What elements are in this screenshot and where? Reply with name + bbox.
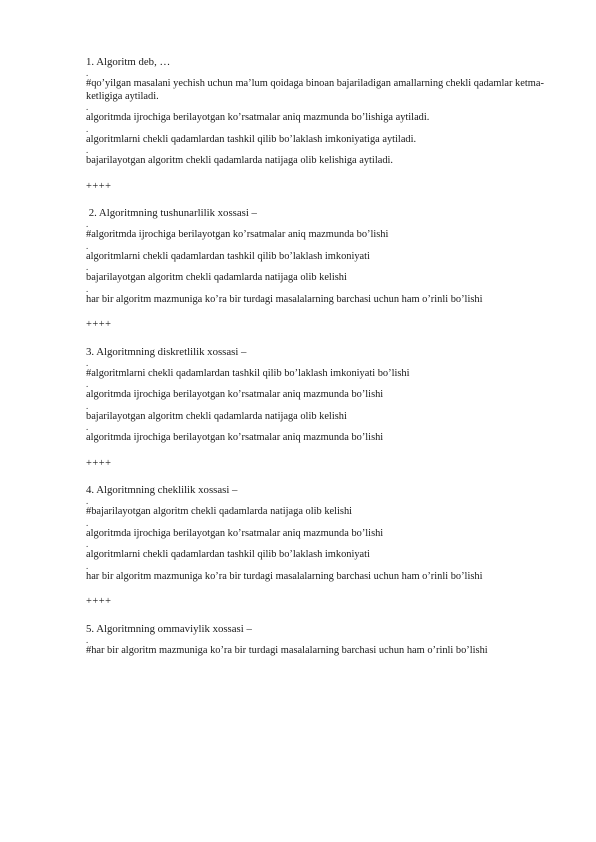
option-marker: . — [86, 517, 89, 528]
answer-option: #qo’yilgan masalani yechish uchun ma’lum qoidaga binoan bajariladigan amallarning chekli qadamlar ketma-ketligiga aytiladi. — [86, 78, 544, 102]
option-marker: . — [86, 560, 89, 571]
question-title: 1. Algoritm deb, … — [86, 56, 171, 68]
option-marker: . — [86, 400, 89, 411]
question-title: 3. Algoritmning diskretlilik xossasi – — [86, 345, 247, 358]
option-marker: . — [86, 262, 89, 272]
question-title: 2. Algoritmning tushunarlilik xossasi – — [86, 207, 257, 219]
document-page — [86, 56, 556, 657]
option-marker: . — [86, 496, 89, 506]
question-1 — [86, 56, 556, 193]
option-marker: . — [86, 539, 89, 549]
option-marker: . — [86, 357, 89, 368]
answer-option: algoritmda ijrochiga berilayotgan ko’rsatmalar aniq mazmunda bo’lishi — [86, 527, 384, 539]
answer-option: algoritmda ijrochiga berilayotgan ko’rsatmalar aniq mazmunda bo’lishi — [86, 389, 384, 400]
option-marker: . — [86, 634, 89, 645]
answer-option: #bajarilayotgan algoritm chekli qadamlarda natijaga olib kelishi — [86, 506, 353, 517]
question-separator: ++++ — [86, 457, 112, 469]
option-marker: . — [86, 102, 89, 112]
answer-option: #har bir algoritm mazmuniga ko’ra bir turdagi masalalarning barchasi uchun ham o’rinli bo’lishi — [86, 644, 488, 656]
answer-option: algoritmlarni chekli qadamlardan tashkil qilib bo’laklash imkoniyati — [86, 250, 370, 262]
answer-option: bajarilayotgan algoritm chekli qadamlarda natijaga olib kelishiga aytiladi. — [86, 155, 393, 166]
question-2 — [86, 207, 556, 332]
answer-option: bajarilayotgan algoritm chekli qadamlarda natijaga olib kelishi — [86, 272, 347, 283]
answer-option: har bir algoritm mazmuniga ko’ra bir turdagi masalalarning barchasi uchun ham o’rinli bo’lishi — [86, 293, 483, 305]
question-separator: ++++ — [86, 319, 112, 330]
answer-option: bajarilayotgan algoritm chekli qadamlarda natijaga olib kelishi — [86, 410, 347, 422]
option-marker: . — [86, 123, 89, 134]
question-separator: ++++ — [86, 180, 112, 192]
option-marker: . — [86, 422, 89, 432]
question-title: 5. Algoritmning ommaviylik xossasi – — [86, 622, 252, 635]
option-marker: . — [86, 283, 89, 294]
answer-option: algoritmlarni chekli qadamlardan tashkil qilib bo’laklash imkoniyati — [86, 549, 370, 560]
question-3 — [86, 346, 556, 471]
answer-option: #algoritmlarni chekli qadamlardan tashkil qilib bo’laklash imkoniyati bo’lishi — [86, 367, 410, 379]
question-4 — [86, 484, 556, 609]
question-title: 4. Algoritmning cheklilik xossasi – — [86, 484, 238, 496]
option-marker: . — [86, 379, 89, 389]
option-marker: . — [86, 240, 89, 251]
option-marker: . — [86, 145, 89, 155]
question-separator: ++++ — [86, 596, 112, 607]
answer-option: #algoritmda ijrochiga berilayotgan ko’rsatmalar aniq mazmunda bo’lishi — [86, 229, 389, 240]
option-marker: . — [86, 219, 89, 229]
answer-option: har bir algoritm mazmuniga ko’ra bir turdagi masalalarning barchasi uchun ham o’rinli bo’lishi — [86, 570, 483, 582]
answer-option: algoritmda ijrochiga berilayotgan ko’rsatmalar aniq mazmunda bo’lishi — [86, 432, 384, 443]
answer-option: algoritmlarni chekli qadamlardan tashkil qilib bo’laklash imkoniyatiga aytiladi. — [86, 133, 417, 145]
answer-option: algoritmda ijrochiga berilayotgan ko’rsatmalar aniq mazmunda bo’lishiga aytiladi. — [86, 112, 430, 123]
question-5 — [86, 623, 556, 658]
option-marker: . — [86, 68, 89, 78]
